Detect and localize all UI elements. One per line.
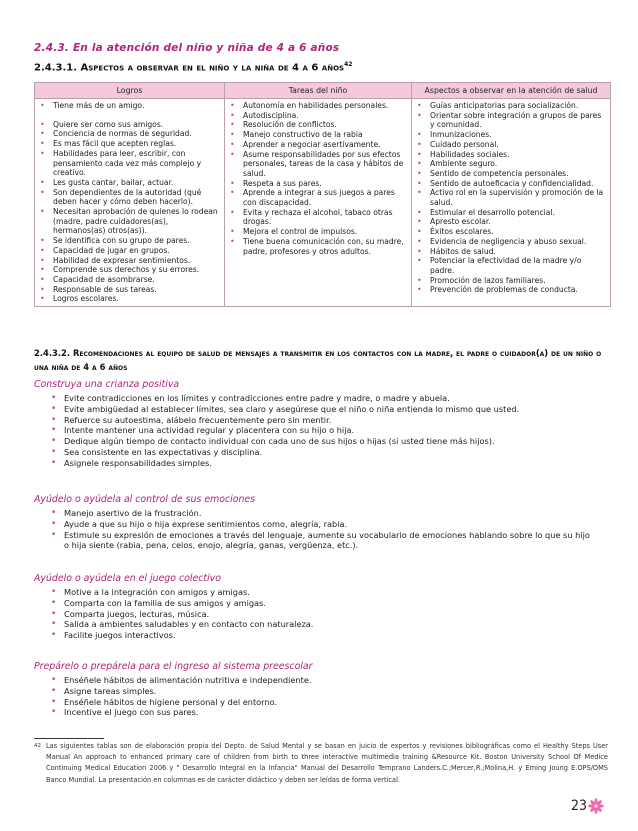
tareas-cell: [225, 99, 412, 307]
list-item: • Evite contradicciones en los límites y contradicciones entre padre y madre, o madre y abuela.: [34, 393, 594, 404]
table-row: [35, 99, 611, 307]
list-item: • Enséñele hábitos de higiene personal y del entorno.: [34, 697, 594, 708]
footnote: [34, 741, 608, 786]
footnote-rule: [34, 738, 104, 739]
list-item: • Respeta a sus pares.: [227, 179, 409, 189]
list-item: • Hábitos de salud.: [414, 247, 608, 257]
list-item: • Estimule su expresión de emociones a través del lenguaje, aumente su vocabulario de emociones hablando sobre lo que su hijo o hija siente (rabia, pena, celos, enojo, alegría, ganas, vergüenza, etc.).: [34, 530, 594, 552]
list-item: • Tiene más de un amigo.: [37, 101, 222, 111]
emociones-list: [34, 508, 594, 551]
footnote-number: 42: [34, 743, 41, 749]
list-item: • Les gusta cantar, bailar, actuar.: [37, 178, 222, 188]
list-item: • Manejo asertivo de la frustración.: [34, 508, 594, 519]
list-item: • Comparta con la familia de sus amigos y amigas.: [34, 598, 594, 609]
list-item: • Son dependientes de la autoridad (qué deben hacer y cómo deben hacerlo).: [37, 188, 222, 207]
footnote-text: Las siguientes tablas son de elaboración propia del Depto. de Salud Mental y se basan en juicio de expertos y revisiones bibliográficas como el Healthy Steps User Manual An approach to enhanced primary care of children from birth to three interactive multimedia training &Resource Kit. Boston University School Of Medice Continuing Medical Education 2006 y " Desarrollo Integral en la Infancia" Manual del Desarrollo Temprano Landers.C.;Mercer,R.;Molina,H. y Eming Joung E.OPS/OMS Banco Mundial. La presentación en columnas es de carácter didáctico y deben ser leídas de forma vertical.: [46, 742, 608, 784]
flower-icon: [588, 798, 604, 814]
list-item: • Necesitan aprobación de quienes lo rodean (madre, padre cuidadores(as), hermanos(as) otros(as)).: [37, 207, 222, 236]
list-item: • Habilidades para leer, escribir, con pensamiento cada vez más complejo y creativo.: [37, 149, 222, 178]
list-item: • Evita y rechaza el alcohol, tabaco otras drogas.: [227, 208, 409, 227]
list-item: • Manejo constructivo de la rabia: [227, 130, 409, 140]
header-logros: Logros: [35, 83, 225, 99]
list-item: • Asume responsabilidades por sus efectos personales, tareas de la casa y hábitos de salud.: [227, 150, 409, 179]
list-item: • Comparta juegos, lecturas, música.: [34, 609, 594, 620]
list-item: • Éxitos escolares.: [414, 227, 608, 237]
list-item: • Sentido de autoeficacia y confidencialidad.: [414, 179, 608, 189]
list-item: • Asignele responsabilidades simples.: [34, 458, 594, 469]
list-item: • Sea consistente en las expectativas y disciplina.: [34, 447, 594, 458]
list-item: • Quiere ser como sus amigos.: [37, 120, 222, 130]
observation-table: [34, 82, 611, 307]
list-item: • Apresto escolar.: [414, 217, 608, 227]
list-item: • Incentive el juego con sus pares.: [34, 707, 594, 718]
list-item: • Orientar sobre integración a grupos de pares y comunidad.: [414, 111, 608, 130]
list-item: • Enséñele hábitos de alimentación nutritiva e independiente.: [34, 675, 594, 686]
header-aspectos: Aspectos a observar en la atención de salud: [412, 83, 611, 99]
list-item: • Mejora el control de impulsos.: [227, 227, 409, 237]
list-item: • Ayude a que su hijo o hija exprese sentimientos como, alegría, rabia.: [34, 519, 594, 530]
subsection-title-1: [34, 61, 352, 73]
list-item: • Ambiente seguro.: [414, 159, 608, 169]
aspectos-cell: [412, 99, 611, 307]
list-item: • Aprende a integrar a sus juegos a pares con discapacidad.: [227, 188, 409, 207]
list-item: • Autodisciplina.: [227, 111, 409, 121]
list-item: • Cuidado personal.: [414, 140, 608, 150]
list-item: • Facilite juegos interactivos.: [34, 630, 594, 641]
list-item: • Capacidad de jugar en grupos.: [37, 246, 222, 256]
list-item: • Responsable de sus tareas.: [37, 285, 222, 295]
list-item: • Intente mantener una actividad regular y placentera con su hijo o hija.: [34, 425, 594, 436]
list-item: • Resolución de conflictos.: [227, 120, 409, 130]
group-title-juego: Ayúdelo o ayúdela en el juego colectivo: [34, 573, 221, 584]
aspectos-list: [414, 101, 608, 295]
section-title: 2.4.3. En la atención del niño y niña de 4 a 6 años: [34, 42, 340, 54]
list-item: • Estimular el desarrollo potencial.: [414, 208, 608, 218]
tareas-list: [227, 101, 409, 256]
list-item: • Evite ambigüedad al establecer límites, sea claro y asegúrese que el niño o niña entienda lo mismo que usted.: [34, 404, 594, 415]
list-item: • Logros escolares.: [37, 294, 222, 304]
list-item: • Comprende sus derechos y su errores.: [37, 265, 222, 275]
list-item: • Aprender a negociar asertivamente.: [227, 140, 409, 150]
list-item: • Potenciar la efectividad de la madre y/o padre.: [414, 256, 608, 275]
list-item: • Conciencia de normas de seguridad.: [37, 129, 222, 139]
list-item: • Capacidad de asombrarse.: [37, 275, 222, 285]
list-item: • Sentido de competencia personales.: [414, 169, 608, 179]
list-item: • Dedique algún tiempo de contacto individual con cada uno de sus hijos o hijas (si usted tiene más hijos).: [34, 436, 594, 447]
list-item: • Activo rol en la supervisión y promoción de la salud.: [414, 188, 608, 207]
header-tareas: Tareas del niño: [225, 83, 412, 99]
list-item: • Guías anticipatorias para socialización.: [414, 101, 608, 111]
list-item: • Es mas fácil que acepten reglas.: [37, 139, 222, 149]
list-item: • Se identifica con su grupo de pares.: [37, 236, 222, 246]
logros-list: [37, 101, 222, 304]
table-header-row: [35, 83, 611, 99]
group-title-crianza: Construya una crianza positiva: [34, 379, 180, 390]
list-item: • Autonomía en habilidades personales.: [227, 101, 409, 111]
list-item: • Promoción de lazos familiares.: [414, 276, 608, 286]
list-item: • Evidencia de negligencia y abuso sexual.: [414, 237, 608, 247]
crianza-list: [34, 393, 594, 469]
list-item: • Motive a la integración con amigos y amigas.: [34, 587, 594, 598]
list-item: • Tiene buena comunicación con, su madre, padre, profesores y otros adultos.: [227, 237, 409, 256]
list-item: • Habilidades sociales.: [414, 150, 608, 160]
group-title-preescolar: Prepárelo o prepárela para el ingreso al sistema preescolar: [34, 661, 313, 672]
list-item: • Prevención de problemas de conducta.: [414, 285, 608, 295]
list-item: • Asigne tareas simples.: [34, 686, 594, 697]
subsection-title-2: 2.4.3.2. Recomendaciones al equipo de salud de mensajes a transmitir en los contactos con la madre, el padre o cuidador(a) de un niño o una niña de 4 a 6 años: [34, 348, 602, 372]
logros-cell: [35, 99, 225, 307]
footnote-marker: 42: [344, 61, 353, 68]
juego-list: [34, 587, 594, 641]
preescolar-list: [34, 675, 594, 718]
list-item: • Refuerce su autoestima, alábelo frecuentemente pero sin mentir.: [34, 415, 594, 426]
list-item: • Habilidad de expresar sentimientos.: [37, 256, 222, 266]
group-title-emociones: Ayúdelo o ayúdela al control de sus emociones: [34, 494, 256, 505]
page-number: 23: [571, 798, 588, 814]
list-item: • Salida a ambientes saludables y en contacto con naturaleza.: [34, 619, 594, 630]
list-item: • Inmunizaciones.: [414, 130, 608, 140]
subsection-title-1-text: 2.4.3.1. Aspectos a observar en el niño y la niña de 4 a 6 años: [34, 62, 345, 74]
